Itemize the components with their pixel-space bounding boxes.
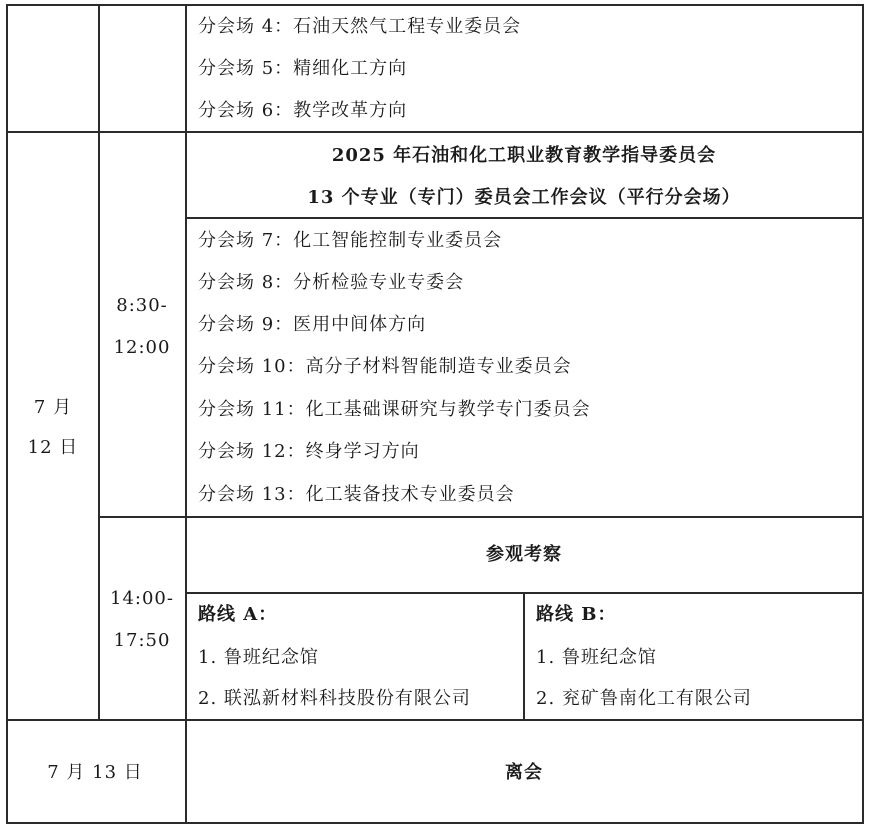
- afternoon-time-end: 17:50: [113, 630, 171, 651]
- visit-title: 参观考察: [486, 544, 562, 565]
- session-11: 分会场 11：化工基础课研究与教学专门委员会: [198, 399, 591, 420]
- session-4: 分会场 4：石油天然气工程专业委员会: [198, 16, 522, 37]
- route-b-item-1: 1. 鲁班纪念馆: [536, 647, 657, 668]
- time-content-column-divider: [185, 4, 187, 824]
- date-july-12-day: 12 日: [27, 437, 79, 458]
- departure-event: 离会: [505, 762, 543, 783]
- morning-header-divider: [185, 217, 864, 219]
- route-a-item-2: 2. 联泓新材料科技股份有限公司: [198, 688, 471, 709]
- table-top-border: [6, 4, 864, 6]
- route-column-divider: [523, 592, 525, 721]
- session-12: 分会场 12：终身学习方向: [198, 441, 420, 462]
- morning-time-start: 8:30-: [116, 295, 168, 316]
- meeting-title-line1: 2025 年石油和化工职业教育教学指导委员会: [331, 145, 717, 166]
- route-a-title: 路线 A：: [198, 604, 278, 625]
- table-left-border: [6, 4, 8, 824]
- date-july-13: 7 月 13 日: [47, 762, 143, 783]
- date-time-column-divider: [98, 4, 100, 721]
- morning-afternoon-divider: [98, 516, 864, 518]
- morning-time-end: 12:00: [113, 337, 171, 358]
- session-9: 分会场 9：医用中间体方向: [198, 314, 427, 335]
- row-divider-day12-start: [6, 131, 864, 133]
- afternoon-time-start: 14:00-: [110, 588, 174, 609]
- route-b-item-2: 2. 兖矿鲁南化工有限公司: [536, 688, 752, 709]
- route-a-item-1: 1. 鲁班纪念馆: [198, 647, 319, 668]
- row-divider-day13-start: [6, 719, 864, 721]
- route-b-title: 路线 B：: [536, 604, 617, 625]
- session-6: 分会场 6：教学改革方向: [198, 100, 408, 121]
- session-7: 分会场 7：化工智能控制专业委员会: [198, 230, 503, 251]
- session-13: 分会场 13：化工装备技术专业委员会: [198, 484, 515, 505]
- table-right-border: [862, 4, 864, 824]
- meeting-title-line2: 13 个专业（专门）委员会工作会议（平行分会场）: [307, 187, 741, 208]
- session-5: 分会场 5：精细化工方向: [198, 58, 408, 79]
- table-bottom-border: [6, 822, 864, 824]
- session-10: 分会场 10：高分子材料智能制造专业委员会: [198, 356, 572, 377]
- session-8: 分会场 8：分析检验专业专委会: [198, 272, 465, 293]
- date-july-12-month: 7 月: [33, 397, 73, 418]
